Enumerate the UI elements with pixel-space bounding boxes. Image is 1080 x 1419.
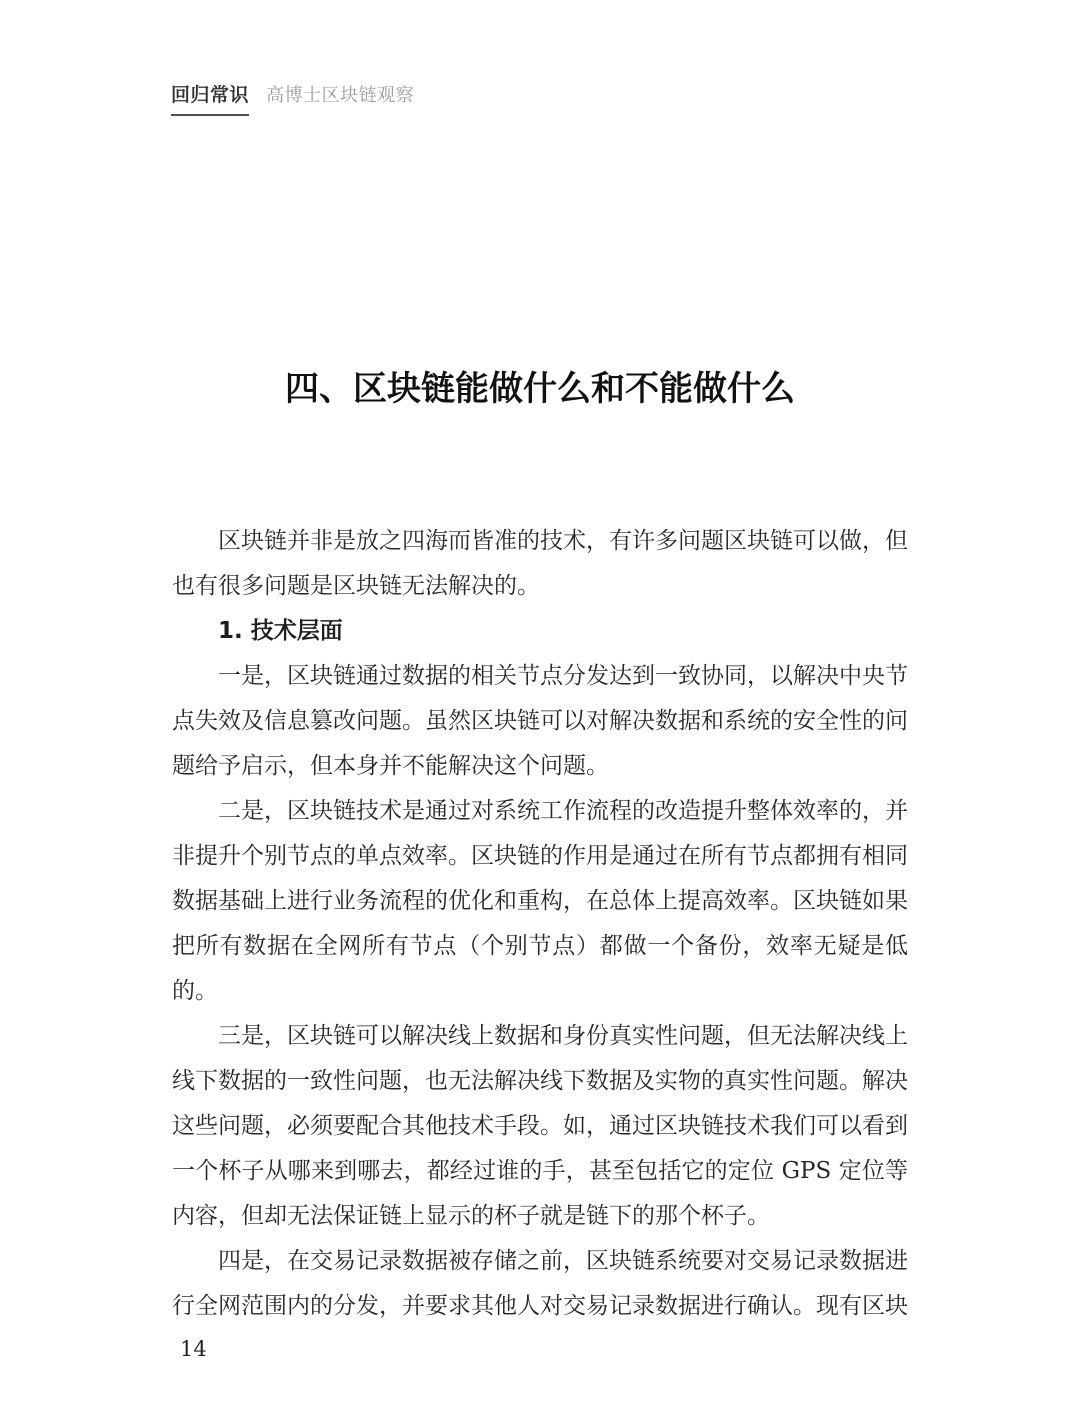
paragraph-4: 四是，在交易记录数据被存储之前，区块链系统要对交易记录数据进行全网范围内的分发，并要求其他人对交易记录数据进行确认。现有区块 (172, 1248, 908, 1319)
paragraph-1: 一是，区块链通过数据的相关节点分发达到一致协同，以解决中央节点失效及信息篡改问题。虽然区块链可以对解决数据和系统的安全性的问题给予启示，但本身并不能解决这个问题。 (172, 663, 908, 779)
page-number: 14 (180, 1337, 207, 1361)
body-text (172, 519, 908, 1329)
running-header (171, 80, 414, 116)
paragraph-3: 三是，区块链可以解决线上数据和身份真实性问题，但无法解决线上线下数据的一致性问题，也无法解决线下数据及实物的真实性问题。解决这些问题，必须要配合其他技术手段。如，通过区块链技术我们可以看到一个杯子从哪来到哪去，都经过谁的手，甚至包括它的定位 GPS 定位等内容，但却无法保证链上显示的杯子就是链下的那个杯子。 (172, 1023, 908, 1229)
section-heading: 1. 技术层面 (218, 618, 343, 644)
series-subtitle: 高博士区块链观察 (266, 85, 415, 106)
paragraph-2: 二是，区块链技术是通过对系统工作流程的改造提升整体效率的，并非提升个别节点的单点效率。区块链的作用是通过在所有节点都拥有相同数据基础上进行业务流程的优化和重构，在总体上提高效率。区块链如果把所有数据在全网所有节点（个别节点）都做一个备份，效率无疑是低的。 (172, 798, 908, 1004)
intro-paragraph: 区块链并非是放之四海而皆准的技术，有许多问题区块链可以做，但也有很多问题是区块链无法解决的。 (172, 528, 908, 599)
book-title: 回归常识 (171, 80, 249, 116)
chapter-title: 四、区块链能做什么和不能做什么 (285, 368, 795, 409)
